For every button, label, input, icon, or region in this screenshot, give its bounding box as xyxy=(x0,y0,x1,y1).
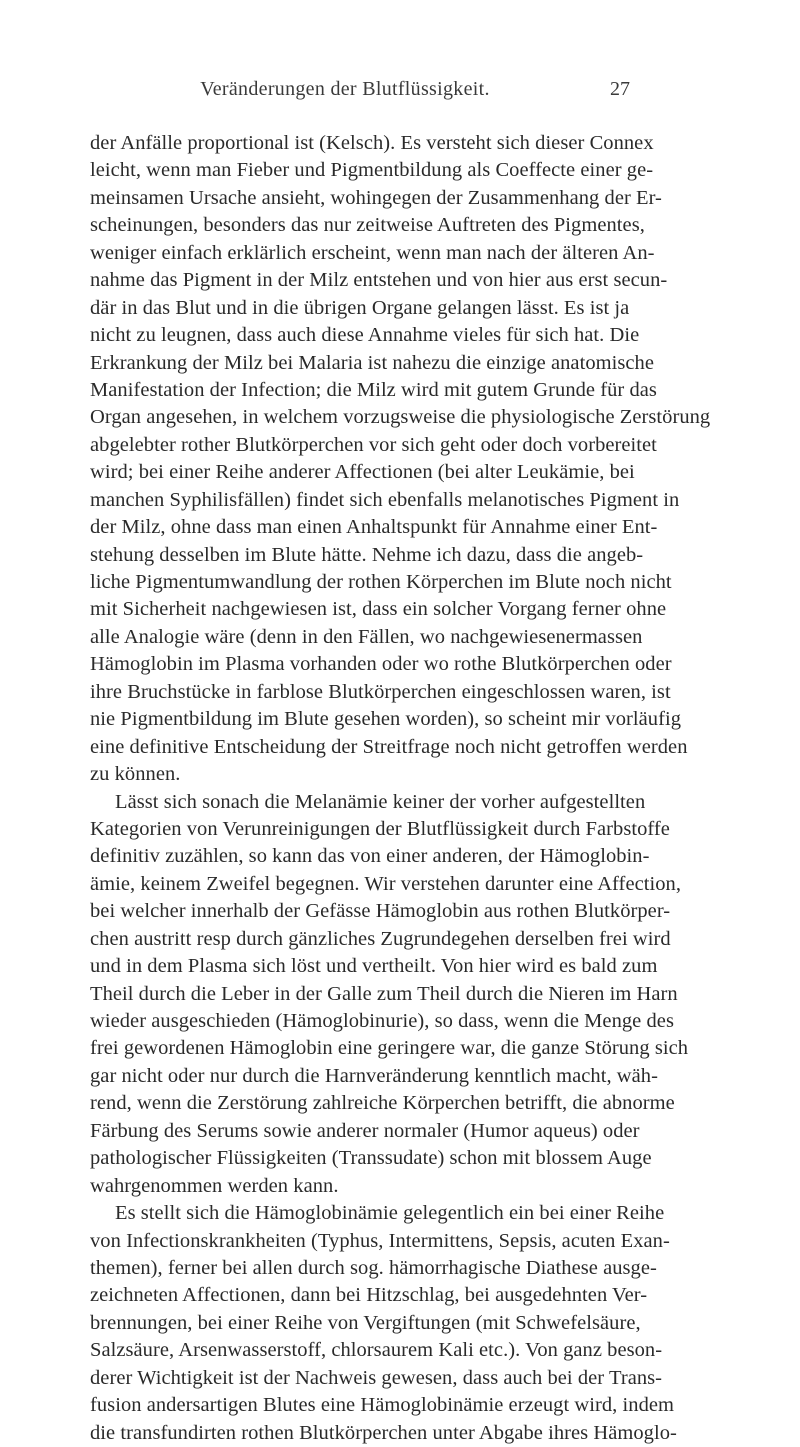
text-line: alle Analogie wäre (denn in den Fällen, wo nachgewiesenermassen xyxy=(90,625,643,648)
text-line: Manifestation der Infection; die Milz wird mit gutem Grunde für das xyxy=(90,378,657,401)
text-line: weniger einfach erklärlich erscheint, wenn man nach der älteren An- xyxy=(90,241,655,264)
text-line: Färbung des Serums sowie anderer normaler (Humor aqueus) oder xyxy=(90,1119,640,1142)
text-line: Theil durch die Leber in der Galle zum Theil durch die Nieren im Harn xyxy=(90,982,678,1005)
text-line: fusion andersartigen Blutes eine Hämoglobinämie erzeugt wird, indem xyxy=(90,1394,675,1417)
text-line: und in dem Plasma sich löst und vertheilt. Von hier wird es bald zum xyxy=(90,955,658,978)
text-line: stehung desselben im Blute hätte. Nehme ich dazu, dass die angeb- xyxy=(90,543,644,566)
text-line: mit Sicherheit nachgewiesen ist, dass ein solcher Vorgang ferner ohne xyxy=(90,598,667,621)
text-line: Erkrankung der Milz bei Malaria ist nahezu die einzige anatomische xyxy=(90,351,654,374)
text-line: Hämoglobin im Plasma vorhanden oder wo rothe Blutkörperchen oder xyxy=(90,653,672,676)
text-line: scheinungen, besonders das nur zeitweise Auftreten des Pigmentes, xyxy=(90,214,645,237)
text-line: Es stellt sich die Hämoglobinämie gelegentlich ein bei einer Reihe xyxy=(115,1202,665,1225)
text-line: rend, wenn die Zerstörung zahlreiche Körperchen betrifft, die abnorme xyxy=(90,1092,675,1115)
text-line: abgelebter rother Blutkörperchen vor sich geht oder doch vorbereitet xyxy=(90,433,657,456)
text-line: gar nicht oder nur durch die Harnveränderung kenntlich macht, wäh- xyxy=(90,1064,658,1087)
text-line: nie Pigmentbildung im Blute gesehen worden), so scheint mir vorläufig xyxy=(90,708,682,731)
text-line: derer Wichtigkeit ist der Nachweis gewesen, dass auch bei der Trans- xyxy=(90,1366,663,1389)
text-line: der Milz, ohne dass man einen Anhaltspunkt für Annahme einer Ent- xyxy=(90,516,658,539)
text-line: chen austritt resp durch gänzliches Zugrundegehen derselben frei wird xyxy=(90,927,671,950)
text-line: Salzsäure, Arsenwasserstoff, chlorsaurem Kali etc.). Von ganz beson- xyxy=(90,1339,663,1362)
text-line: der Anfälle proportional ist (Kelsch). Es versteht sich dieser Connex xyxy=(90,132,654,154)
text-line: zu können. xyxy=(90,763,181,786)
text-line: ämie, keinem Zweifel begegnen. Wir verstehen darunter eine Affection, xyxy=(90,872,682,895)
text-line: themen), ferner bei allen durch sog. hämorrhagische Diathese ausge- xyxy=(90,1256,657,1279)
text-line: Kategorien von Verunreinigungen der Blutflüssigkeit durch Farbstoffe xyxy=(90,817,670,840)
text-line: nahme das Pigment in der Milz entstehen und von hier aus erst secun- xyxy=(90,269,668,292)
text-line: wahrgenommen werden kann. xyxy=(90,1174,339,1197)
text-line: eine definitive Entscheidung der Streitfrage noch nicht getroffen werden xyxy=(90,735,688,758)
text-line: wird; bei einer Reihe anderer Affectionen (bei alter Leukämie, bei xyxy=(90,461,635,484)
text-line: manchen Syphilisfällen) findet sich ebenfalls melanotisches Pigment in xyxy=(90,488,680,511)
body-text xyxy=(90,130,711,1447)
text-line: nicht zu leugnen, dass auch diese Annahme vieles für sich hat. Die xyxy=(90,324,640,347)
text-line: von Infectionskrankheiten (Typhus, Intermittens, Sepsis, acuten Exan- xyxy=(90,1229,670,1252)
text-line: leicht, wenn man Fieber und Pigmentbildung als Coeffecte einer ge- xyxy=(90,159,654,182)
text-line: bei welcher innerhalb der Gefässe Hämoglobin aus rothen Blutkörper- xyxy=(90,900,671,923)
running-title: Veränderungen der Blutflüssigkeit. xyxy=(200,78,490,100)
text-line: brennungen, bei einer Reihe von Vergiftungen (mit Schwefelsäure, xyxy=(90,1311,641,1334)
page-number: 27 xyxy=(610,78,630,100)
text-line: Organ angesehen, in welchem vorzugsweise die physiologische Zerstörung xyxy=(90,406,711,429)
text-line: ihre Bruchstücke in farblose Blutkörperchen eingeschlossen waren, ist xyxy=(90,680,671,703)
text-line: die transfundirten rothen Blutkörperchen unter Abgabe ihres Hämoglo- xyxy=(90,1421,677,1444)
text-line: pathologischer Flüssigkeiten (Transsudate) schon mit blossem Auge xyxy=(90,1147,652,1170)
text-line: meinsamen Ursache ansieht, wohingegen der Zusammenhang der Er- xyxy=(90,186,662,209)
text-line: Lässt sich sonach die Melanämie keiner der vorher aufgestellten xyxy=(115,790,646,813)
text-line: där in das Blut und in die übrigen Organe gelangen lässt. Es ist ja xyxy=(90,296,630,319)
text-line: definitiv zuzählen, so kann das von einer anderen, der Hämoglobin- xyxy=(90,845,650,868)
text-line: wieder ausgeschieden (Hämoglobinurie), so dass, wenn die Menge des xyxy=(90,1010,674,1032)
text-line: zeichneten Affectionen, dann bei Hitzschlag, bei ausgedehnten Ver- xyxy=(90,1284,648,1307)
text-line: frei gewordenen Hämoglobin eine geringere war, die ganze Störung sich xyxy=(90,1037,689,1060)
text-line: liche Pigmentumwandlung der rothen Körperchen im Blute noch nicht xyxy=(90,571,672,593)
